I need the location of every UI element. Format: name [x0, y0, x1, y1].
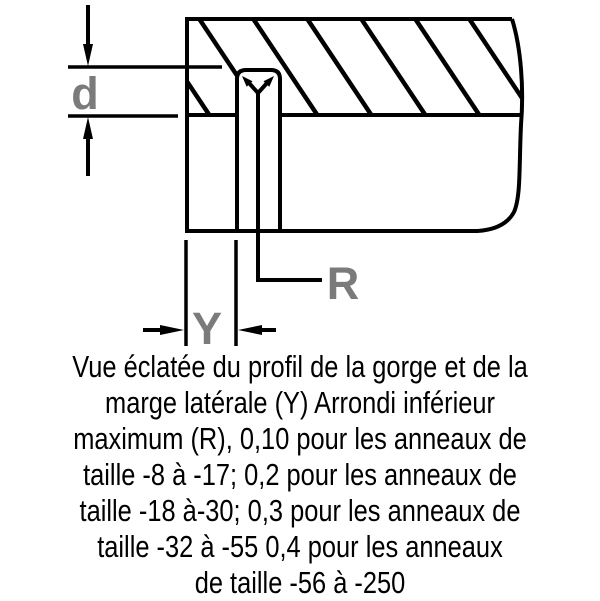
- caption-line: Vue éclatée du profil de la gorge et de la: [72, 349, 528, 384]
- caption-line: taille -32 à -55 0,4 pour les anneaux: [97, 529, 503, 564]
- label-y: Y: [191, 303, 223, 348]
- caption-line: taille -18 à-30; 0,3 pour les anneaux de: [79, 493, 521, 528]
- hatch-line: [352, 5, 434, 128]
- leader-r-arm-left: [249, 83, 258, 93]
- dim-d-arrow-down-head: [83, 44, 93, 66]
- label-r: R: [326, 258, 360, 309]
- hatch-line: [406, 5, 488, 128]
- caption-line: maximum (R), 0,10 pour les anneaux de: [73, 421, 527, 456]
- dim-y-arrow-right-head: [238, 325, 262, 335]
- leader-r-line: [258, 93, 322, 280]
- hatch-line: [514, 5, 596, 128]
- caption-line: taille -8 à -17; 0,2 pour les anneaux de: [83, 457, 517, 492]
- caption: [0, 349, 600, 601]
- caption-line: marge latérale (Y) Arrondi inférieur: [105, 385, 495, 420]
- dim-y-arrow-left-head: [160, 325, 184, 335]
- caption-line: de taille -56 à -250: [194, 565, 406, 600]
- break-edge: [478, 19, 522, 231]
- label-d: d: [71, 68, 99, 119]
- hatch-line: [298, 5, 380, 128]
- dim-d-arrow-up-head: [83, 117, 93, 139]
- radius-leader-r: [242, 76, 359, 309]
- hatch-line: [460, 5, 542, 128]
- dimension-d: [68, 5, 222, 176]
- leader-r-arm-right: [258, 83, 267, 93]
